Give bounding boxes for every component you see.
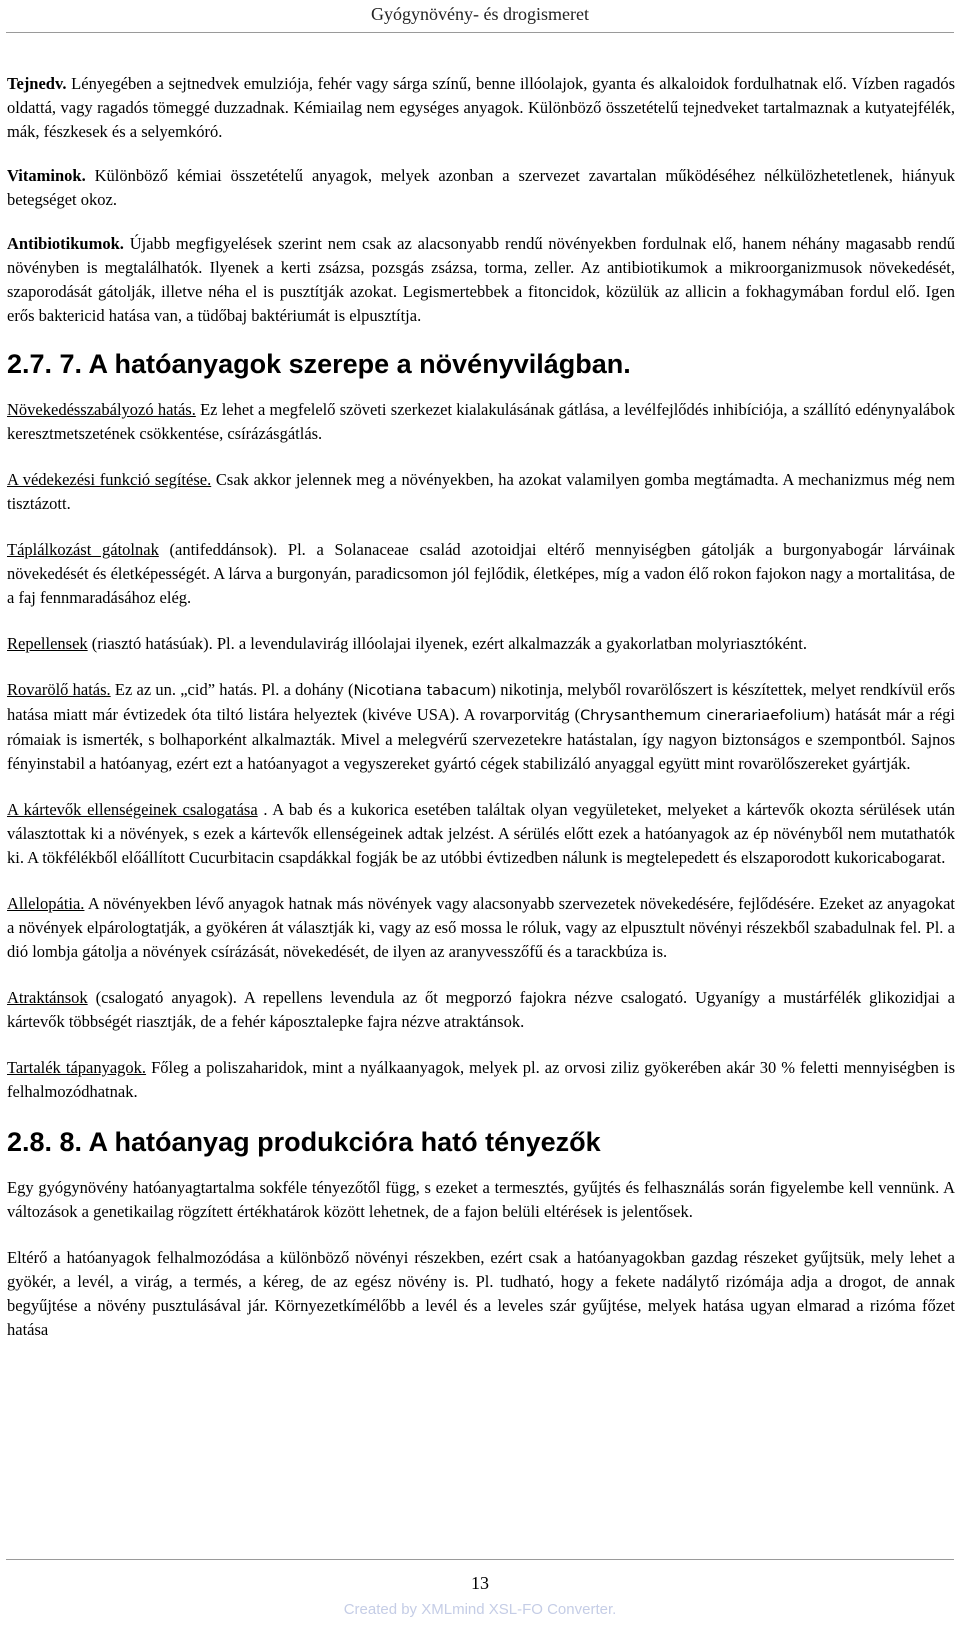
paragraph-allelopatia <box>7 892 955 964</box>
text-kartevok: . A bab és a kukorica esetében találtak olyan vegyületeket, melyeket a kártevők okozta sérülések után választottak ki a növények, s ezek a kártevők ellenségeinek adtak jelzést. A sérülés előtt ezek a hatóanyagok az ép növényből nem mutathatók ki. A tökfélékből előállított Cucurbitacin csapdákkal fogják be az utóbbi évtizedben nálunk is megtelepedett és elszaporodott kukoricabogarat. <box>7 800 955 867</box>
term-antibiotikumok: Antibiotikumok. <box>7 234 124 253</box>
paragraph-vedekezes <box>7 468 955 516</box>
text-tejnedv: Lényegében a sejtnedvek emulziója, fehér vagy sárga színű, benne illóolajok, gyanta és alkaloidok fordulhatnak elő. Vízben ragadós oldattá, vagy ragadós tömeggé duzzadnak. Kémiailag nem egységes anyagok. Különböző összetételű tejnedveket tartalmaznak a kutyatejfélék, mák, fészkesek és a selyemkóró. <box>7 74 955 141</box>
text-antibiotikumok: Újabb megfigyelések szerint nem csak az alacsonyabb rendű növényekben fordulnak elő, hanem néhány magasabb rendű növényben is megtalálhatók. Ilyenek a kerti zsázsa, pozsgás zsázsa, torma, zeller. Az antibiotikumok a mikroorganizmusok növekedését, szaporodását gátolják, illetve néha el is pusztítják azokat. Legismertebbek a fitoncidok, közülük az allicin a fokhagymában fordul elő. Igen erős baktericid hatása van, a tüdőbaj baktériumát is elpusztítja. <box>7 234 955 325</box>
scientific-name-chrysanthemum: Chrysanthemum cinerariaefolium <box>580 708 825 724</box>
paragraph-tejnedv <box>7 72 955 144</box>
term-tartalek: Tartalék tápanyagok. <box>7 1058 147 1077</box>
text-rovarolo-2: ) nikotinja, melyből rovarölőszert is készítettek, melyet rendkívül erős hatása miatt már évtizedek óta tiltó listára helyeztek (kivéve USA). A rovarporvitág ( <box>7 680 956 724</box>
paragraph-vitaminok <box>7 164 955 212</box>
paragraph-antibiotikumok <box>7 232 955 328</box>
footer-divider <box>6 1559 954 1560</box>
term-vitaminok: Vitaminok. <box>7 166 86 185</box>
paragraph-taplalkozas <box>7 538 955 610</box>
text-rovarolo-1: Ez az un. „cid” hatás. Pl. a dohány ( <box>110 680 354 699</box>
term-rovarolo: Rovarölő hatás. <box>7 680 111 699</box>
text-vitaminok: Különböző kémiai összetételű anyagok, melyek azonban a szervezet zavartalan működéséhez nélkülözhetetlenek, hiányuk betegséget okoz. <box>7 166 955 209</box>
text-repellensek: (riasztó hatásúak). Pl. a levendulavirág illóolajai ilyenek, ezért alkalmazzák a gyakorlatban molyriasztóként. <box>87 634 807 653</box>
term-vedekezes: A védekezési funkció segítése. <box>7 470 212 489</box>
text-atraktansok: (csalogató anyagok). A repellens levendula az őt megporzó fajokra nézve csalogató. Ugyanígy a mustárfélék glikozidjai a kártevők többségét riasztják, de a fehér káposztalepke fajra nézve atraktánsok. <box>7 988 955 1031</box>
paragraph-felhalmozodas: Eltérő a hatóanyagok felhalmozódása a különböző növényi részekben, ezért csak a hatóanyagokban gazdag részeket gyűjtsük, mely lehet a gyökér, a levél, a virág, a termés, a kéreg, de az egész növény is. Pl. tudható, hogy a fekete nadálytő rizómája adja a drogot, de annak begyűjtése a növény pusztulásával jár. Környezetkímélőbb a levél és a leveles szár gyűjtése, melyek hatása ugyan elmarad a rizóma főzet hatása <box>7 1248 955 1339</box>
text-taplalkozas: (antifeddánsok). Pl. a Solanaceae család azotoidjai eltérő mennyiségben gátolják a burgonyabogár lárváinak növekedését és életképességét. A lárva a burgonyán, paradicsomon jól fejlődik, életképes, míg a vadon élő rokon fajokon nagy a mortalitása, de a faj fennmaradásához elég. <box>7 540 955 607</box>
term-kartevok: A kártevők ellenségeinek csalogatása <box>7 800 258 819</box>
paragraph-repellensek <box>7 632 955 656</box>
paragraph-atraktansok <box>7 986 955 1034</box>
text-tartalek: Főleg a poliszaharidok, mint a nyálkaanyagok, melyek pl. az orvosi ziliz gyökerében akár 30 % feletti mennyiségben is felhalmozódhatnak. <box>7 1058 955 1101</box>
page-number: 13 <box>471 1573 489 1593</box>
converter-watermark: Created by XMLmind XSL-FO Converter. <box>343 1601 617 1618</box>
term-repellensek: Repellensek <box>7 634 88 653</box>
paragraph-kartevok <box>7 798 955 870</box>
term-allelopatia: Allelopátia. <box>7 894 85 913</box>
text-novekedes: Ez lehet a megfelelő szöveti szerkezet kialakulásának gátlása, a levélfejlődés inhibíciója, a szállító edénynyalábok keresztmetszetének csökkentése, csírázásgátlás. <box>7 400 955 443</box>
header-divider <box>6 32 954 33</box>
paragraph-novekedes <box>7 398 955 446</box>
running-header: Gyógynövény- és drogismeret <box>371 4 589 24</box>
text-vedekezes: Csak akkor jelennek meg a növényekben, ha azokat valamilyen gomba megtámadta. A mechanizmus még nem tisztázott. <box>7 470 956 513</box>
section-heading-2-8: 2.8. 8. A hatóanyag produkcióra ható tényezők <box>7 1127 601 1157</box>
term-atraktansok: Atraktánsok <box>7 988 88 1007</box>
scientific-name-nicotiana: Nicotiana tabacum <box>353 683 491 699</box>
section-heading-2-7: 2.7. 7. A hatóanyagok szerepe a növényvilágban. <box>7 349 631 379</box>
term-novekedes: Növekedésszabályozó hatás. <box>7 400 196 419</box>
paragraph-tartalek <box>7 1056 955 1104</box>
term-tejnedv: Tejnedv. <box>7 74 67 93</box>
text-rovarolo-3: ) hatását már a régi rómaiak is ismerték, s bolhaporként alkalmazták. Mivel a melegvérű szervezetekre hatástalan, így nagyon biztonságos e szempontból. Sajnos fényinstabil a hatóanyag, ezért ezt a hatóanyagot a vegyszereket gyártó cégek stabilizáló anyaggal együtt mint rovarölőszereket gyártják. <box>7 705 955 773</box>
text-allelopatia: A növényekben lévő anyagok hatnak más növények vagy alacsonyabb szervezetek növekedésére, fejlődésére. Ezeket az anyagokat a növények elpárologtatják, a gyökéren át választják ki, vagy az eső mossa le róluk, vagy az elpusztult növényi részekből szabadulnak fel. Pl. a dió lombja gátolja a növények csírázását, növekedését, de ilyen az aranyvesszőfű és a tarackbúza is. <box>7 894 955 961</box>
page-content <box>7 72 955 1364</box>
paragraph-rovarolo <box>7 678 955 776</box>
term-taplalkozas: Táplálkozást gátolnak <box>7 540 159 559</box>
paragraph-hatoanyagtartalom: Egy gyógynövény hatóanyagtartalma sokféle tényezőtől függ, s ezeket a termesztés, gyűjtés és felhasználás során figyelembe kell vennünk. A változások a genetikailag rögzített értékhatárok között lehetnek, de a fajon belüli eltérések is jelentősek. <box>7 1178 955 1221</box>
